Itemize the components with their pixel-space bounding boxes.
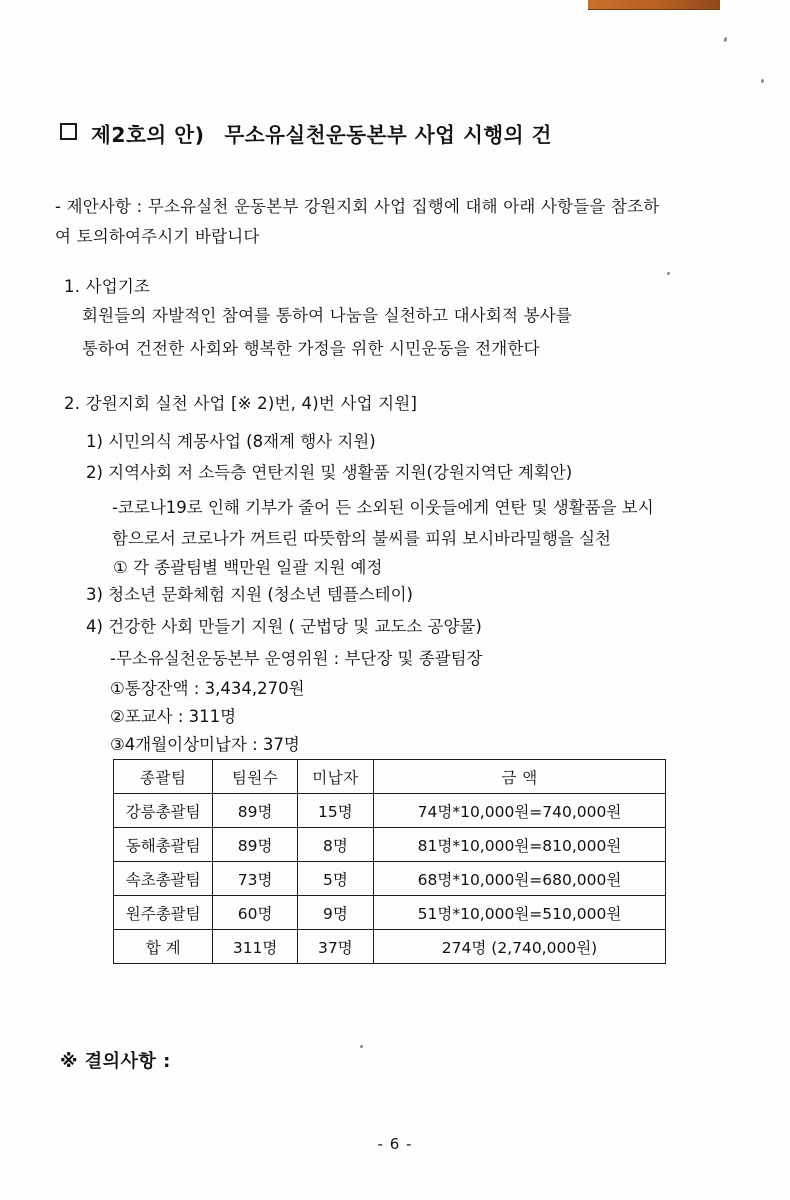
table-header-unpaid: 미납자 xyxy=(297,760,373,794)
section1-body-line-2: 통하여 건전한 사회와 행복한 가정을 위한 시민운동을 전개한다 xyxy=(82,339,540,358)
section2-item-3: 3) 청소년 문화체험 지원 (청소년 템플스테이) xyxy=(86,585,413,604)
item2-note-line-2: 함으로서 코로나가 꺼트린 따뜻함의 불씨를 피워 보시바라밀행을 실천 xyxy=(112,529,611,548)
square-bullet-icon xyxy=(60,123,77,140)
cell-unpaid: 15명 xyxy=(297,794,373,828)
cell-unpaid: 5명 xyxy=(297,862,373,896)
proposal-line-2: 여 토의하여주시기 바랍니다 xyxy=(55,227,260,246)
section2-item-1: 1) 시민의식 계몽사업 (8재계 행사 지원) xyxy=(86,432,376,451)
section1-body-line-1: 회원들의 자발적인 참여를 통하여 나눔을 실천하고 대사회적 봉사를 xyxy=(82,306,573,325)
table-row xyxy=(114,794,666,828)
scan-speck xyxy=(667,272,670,275)
section2-number: 2. xyxy=(64,394,81,413)
section2-item-2-subnote: ① 각 종괄팀별 백만원 일괄 지원 예정 xyxy=(113,558,383,577)
cell-members: 73명 xyxy=(213,862,297,896)
cell-team: 동해총괄팀 xyxy=(114,828,213,862)
cell-members: 89명 xyxy=(213,828,297,862)
section2-item-4: 4) 건강한 사회 만들기 지원 ( 군법당 및 교도소 공양물) xyxy=(86,617,482,636)
section1-title: 사업기조 xyxy=(85,277,151,296)
cell-amount: 68명*10,000원=680,000원 xyxy=(374,862,666,896)
table-header-amount: 금 액 xyxy=(374,760,666,794)
decision-label: ※ 결의사항 : xyxy=(60,1051,171,1072)
section2-item-4-note: -무소유실천운동본부 운영위원 : 부단장 및 종괄팀장 xyxy=(110,649,483,668)
section2-item-2: 2) 지역사회 저 소득층 연탄지원 및 생활품 지원(강원지역단 계획안) xyxy=(86,463,573,482)
cell-team: 합 계 xyxy=(114,930,213,964)
table-row xyxy=(114,896,666,930)
item2-note-line-1: -코로나19로 인해 기부가 줄어 든 소외된 이웃들에게 연탄 및 생활품을 보시 xyxy=(112,498,654,517)
table-total-row xyxy=(114,930,666,964)
cell-team: 속초총괄팀 xyxy=(114,862,213,896)
title-main: 무소유실천운동본부 사업 시행의 건 xyxy=(224,123,552,147)
table-header-row xyxy=(114,760,666,794)
cell-amount: 81명*10,000원=810,000원 xyxy=(374,828,666,862)
cell-amount: 51명*10,000원=510,000원 xyxy=(374,896,666,930)
table-header-team: 종괄팀 xyxy=(114,760,213,794)
section2-item-2-note xyxy=(112,492,742,554)
proposal-line-1: - 제안사항 : 무소유실천 운동본부 강원지회 사업 집행에 대해 아래 사항들을 참조하 xyxy=(55,197,660,216)
section1-heading xyxy=(64,272,150,302)
section1-body xyxy=(82,299,722,365)
table-row xyxy=(114,862,666,896)
section2-heading xyxy=(64,389,417,419)
cell-members: 60명 xyxy=(213,896,297,930)
cell-amount: 74명*10,000원=740,000원 xyxy=(374,794,666,828)
document-title xyxy=(60,118,552,148)
finance-line-2: ②포교사 : 311명 xyxy=(110,707,237,726)
table-row xyxy=(114,828,666,862)
finance-line-1: ①통장잔액 : 3,434,270원 xyxy=(110,679,305,698)
finance-line-3: ③4개월이상미납자 : 37명 xyxy=(110,735,300,754)
cell-unpaid: 9명 xyxy=(297,896,373,930)
scan-speck xyxy=(761,79,764,83)
cell-members: 311명 xyxy=(213,930,297,964)
scan-edge-artifact xyxy=(588,0,720,10)
section1-number: 1. xyxy=(64,277,81,296)
summary-table xyxy=(113,759,666,964)
cell-members: 89명 xyxy=(213,794,297,828)
section2-title: 강원지회 실천 사업 [※ 2)번, 4)번 사업 지원] xyxy=(85,394,418,413)
scan-speck xyxy=(360,1045,363,1048)
table-header-members: 팀원수 xyxy=(213,760,297,794)
proposal-paragraph xyxy=(55,192,745,252)
title-prefix: 제2호의 안) xyxy=(91,123,205,147)
page-number: - 6 - xyxy=(377,1135,413,1153)
cell-unpaid: 37명 xyxy=(297,930,373,964)
cell-amount: 274명 (2,740,000원) xyxy=(374,930,666,964)
cell-unpaid: 8명 xyxy=(297,828,373,862)
scan-speck xyxy=(723,37,727,43)
cell-team: 강릉총괄팀 xyxy=(114,794,213,828)
cell-team: 원주총괄팀 xyxy=(114,896,213,930)
